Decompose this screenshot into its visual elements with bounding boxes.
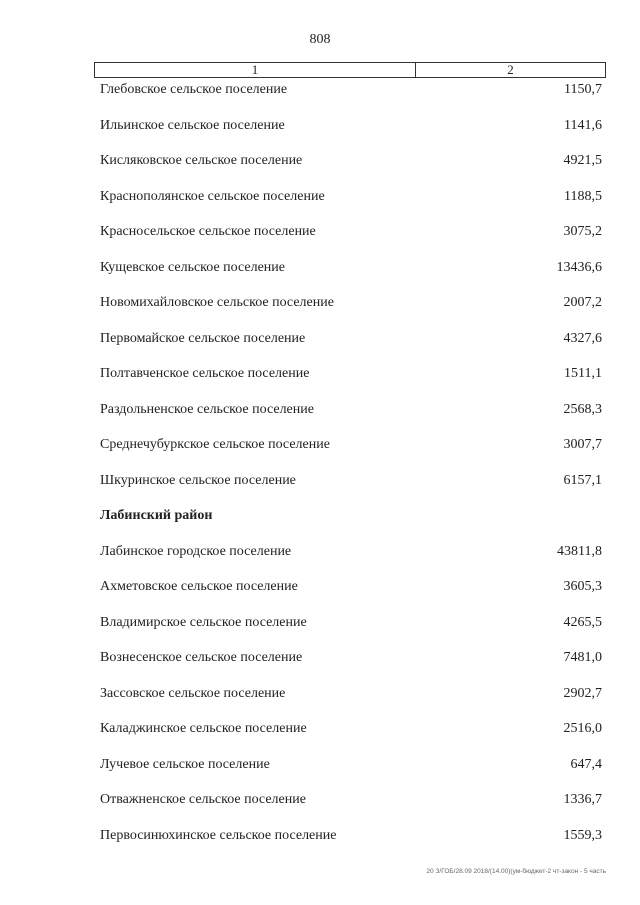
table-row <box>100 329 602 365</box>
table-row <box>100 826 602 862</box>
amount-value: 1511,1 <box>564 366 602 381</box>
table-row <box>100 684 602 720</box>
footer-note: 20 З/ГОБ/28.09 2018/(14.00)(ум-бюджет-2 чт-закон - 5 часть <box>426 868 606 875</box>
amount-value: 2902,7 <box>563 685 602 701</box>
settlement-name: Среднечубуркское сельское поселение <box>100 437 330 452</box>
amount-value: 1336,7 <box>563 792 602 807</box>
amount-value: 1188,5 <box>564 188 602 204</box>
table-row <box>100 613 602 649</box>
settlement-name: Раздольненское сельское поселение <box>100 401 314 417</box>
settlement-name: Первосинюхинское сельское поселение <box>100 827 337 843</box>
amount-value: 3075,2 <box>563 224 602 239</box>
table-row <box>100 80 602 116</box>
settlement-name: Полтавченское сельское поселение <box>100 366 310 381</box>
settlement-name: Шкуринское сельское поселение <box>100 472 296 488</box>
amount-value: 7481,0 <box>563 650 602 665</box>
table-row <box>100 151 602 187</box>
amount-value: 2007,2 <box>563 295 602 310</box>
table-row <box>100 258 602 294</box>
amount-value: 4327,6 <box>563 330 602 346</box>
table-row <box>100 790 602 826</box>
table-row <box>100 116 602 152</box>
settlement-name: Отважненское сельское поселение <box>100 792 306 807</box>
amount-value: 1150,7 <box>564 82 602 97</box>
table-row <box>100 293 602 329</box>
table-row <box>100 755 602 791</box>
table-header <box>94 62 606 78</box>
table-row <box>100 435 602 471</box>
table-row <box>100 719 602 755</box>
settlement-name: Лучевое сельское поселение <box>100 756 270 772</box>
settlement-name: Кисляковское сельское поселение <box>100 153 303 168</box>
settlement-name: Вознесенское сельское поселение <box>100 650 303 665</box>
amount-value: 2568,3 <box>563 401 602 417</box>
amount-value: 3007,7 <box>563 437 602 452</box>
amount-value: 6157,1 <box>563 472 602 488</box>
table-row <box>100 364 602 400</box>
settlement-name: Ахметовское сельское поселение <box>100 579 298 594</box>
settlement-name: Зассовское сельское поселение <box>100 685 286 701</box>
amount-value: 4921,5 <box>563 153 602 168</box>
header-col-1: 1 <box>95 63 416 77</box>
settlement-name: Каладжинское сельское поселение <box>100 721 307 736</box>
table-row <box>100 542 602 578</box>
settlement-name: Кущевское сельское поселение <box>100 259 285 275</box>
table-body <box>100 80 602 861</box>
amount-value: 1141,6 <box>564 117 602 133</box>
amount-value: 3605,3 <box>563 579 602 594</box>
district-name: Лабинский район <box>100 508 213 523</box>
settlement-name: Лабинское городское поселение <box>100 543 292 559</box>
table-row <box>100 577 602 613</box>
settlement-name: Красносельское сельское поселение <box>100 224 316 239</box>
table-row <box>100 400 602 436</box>
settlement-name: Новомихайловское сельское поселение <box>100 295 334 310</box>
header-col-2: 2 <box>507 62 514 77</box>
table-row <box>100 222 602 258</box>
amount-value: 1559,3 <box>563 827 602 843</box>
settlement-name: Краснополянское сельское поселение <box>100 188 325 204</box>
amount-value: 43811,8 <box>557 543 602 559</box>
amount-value: 2516,0 <box>563 721 602 736</box>
settlement-name: Первомайское сельское поселение <box>100 330 306 346</box>
settlement-name: Ильинское сельское поселение <box>100 117 285 133</box>
settlement-name: Глебовское сельское поселение <box>100 82 288 97</box>
amount-value: 4265,5 <box>563 614 602 630</box>
district-heading-row <box>100 506 602 542</box>
table-row <box>100 187 602 223</box>
page-number: 808 <box>309 32 331 47</box>
amount-value: 13436,6 <box>556 259 602 275</box>
table-row <box>100 471 602 507</box>
settlement-name: Владимирское сельское поселение <box>100 614 307 630</box>
amount-value: 647,4 <box>570 756 602 772</box>
table-row <box>100 648 602 684</box>
